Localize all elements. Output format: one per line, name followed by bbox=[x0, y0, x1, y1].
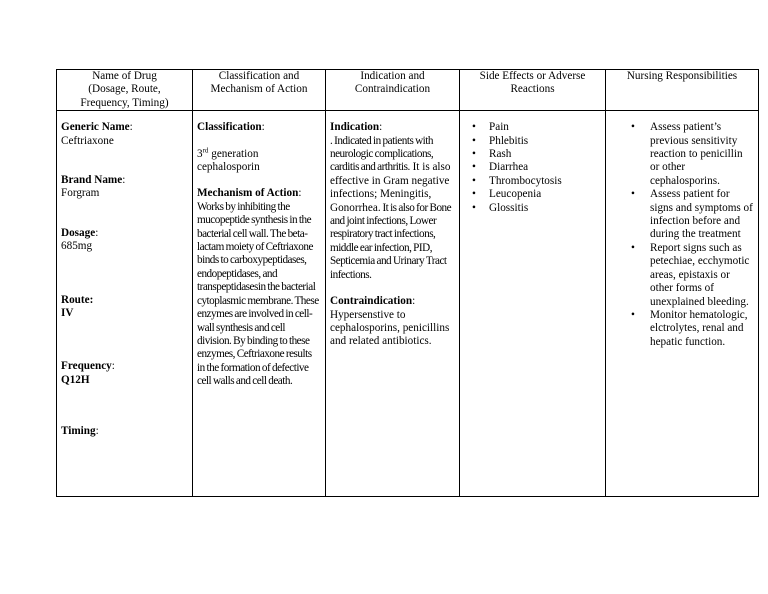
header-name-of-drug: Name of Drug (Dosage, Route, Frequency, Timing) bbox=[57, 70, 193, 111]
table-body-row bbox=[57, 111, 759, 497]
indication-text: . Indicated in patients with neurologic complications, carditis and arthritis. It is also effective in Gram negative infections; Meningitis, Gonorrhea. It is also for Bone and joint infections, Lower respiratory tract infections, middle ear infection, PID, Septicemia and Urinary Tract infections. bbox=[330, 134, 452, 281]
dosage-value: 685mg bbox=[61, 240, 93, 253]
generic-name-value: Ceftriaxone bbox=[61, 134, 114, 147]
mechanism-heading: Mechanism of Action: bbox=[197, 187, 302, 200]
list-item: • Assess patient’s previous sensitivity reaction to penicillin or other cephalosporins. bbox=[650, 121, 754, 188]
contraindication-heading: Contraindication: bbox=[330, 295, 416, 308]
indication-heading: Indication: bbox=[330, 121, 383, 134]
list-item: • Glossitis bbox=[489, 202, 601, 215]
route-value: IV bbox=[61, 307, 74, 320]
contraindication-text: Hypersenstive to cephalosporins, penicillins and related antibiotics. bbox=[330, 308, 450, 348]
drug-study-table bbox=[56, 69, 759, 497]
drug-name-cell bbox=[57, 111, 193, 497]
side-effects-cell bbox=[460, 111, 606, 497]
frequency: Frequency: bbox=[61, 360, 115, 373]
nursing-list bbox=[610, 121, 754, 349]
header-indication: Indication and Contraindication bbox=[326, 70, 460, 111]
list-item: • Phlebitis bbox=[489, 135, 601, 148]
brand-name-value: Forgram bbox=[61, 187, 100, 200]
header-nursing: Nursing Responsibilities bbox=[606, 70, 759, 111]
mechanism-text: Works by inhibiting the mucopeptide synthesis in the bacterial cell wall. The beta-lactam moiety of Ceftriaxone binds to carboxypeptidases, endopeptidases, and transpeptidasesin the bacterial cytoplasmic membrane. These enzymes are involved in cell-wall synthesis and cell division. By binding to these enzymes, Ceftriaxone results in the formation of defective cell walls and cell death. bbox=[197, 200, 319, 388]
list-item: • Monitor hematologic, elctrolytes, renal and hepatic function. bbox=[650, 309, 754, 349]
list-item: • Thrombocytosis bbox=[489, 175, 601, 188]
header-side-effects: Side Effects or Adverse Reactions bbox=[460, 70, 606, 111]
list-item: • Assess patient for signs and symptoms of infection before and during the treatment bbox=[650, 188, 754, 242]
classification-value: 3rd generation bbox=[197, 145, 259, 160]
table-header-row bbox=[57, 70, 759, 111]
header-classification: Classification and Mechanism of Action bbox=[193, 70, 326, 111]
generic-name: Generic Name: bbox=[61, 121, 133, 134]
dosage: Dosage: bbox=[61, 226, 99, 239]
classification-heading: Classification: bbox=[197, 121, 265, 134]
list-item: • Diarrhea bbox=[489, 161, 601, 174]
nursing-cell bbox=[606, 111, 759, 497]
list-item: • Leucopenia bbox=[489, 188, 601, 201]
list-item: • Rash bbox=[489, 148, 601, 161]
classification-cell: Classification: 3rd generation cephalosporin Mechanism of Action: Works by inhibiting the mucopeptide synthesis in the bacterial cell wall. The beta-lactam moiety of Ceftriaxone binds to carboxypeptidases, endopeptidases, and transpeptidasesin the bacterial cytoplasmic membrane. These enzymes are involved in cell-wall synthesis and cell division. By binding to these enzymes, Ceftriaxone results in the formation of defective cell walls and cell death. bbox=[193, 111, 326, 497]
indication-cell bbox=[326, 111, 460, 497]
route-label: Route: bbox=[61, 293, 94, 306]
list-item: • Pain bbox=[489, 121, 601, 134]
timing: Timing: bbox=[61, 425, 99, 438]
frequency-value: Q12H bbox=[61, 373, 90, 386]
list-item: • Report signs such as petechiae, ecchymotic areas, epistaxis or other forms of unexplained bleeding. bbox=[650, 242, 754, 309]
brand-name: Brand Name: bbox=[61, 174, 126, 187]
side-effects-list bbox=[464, 121, 601, 215]
